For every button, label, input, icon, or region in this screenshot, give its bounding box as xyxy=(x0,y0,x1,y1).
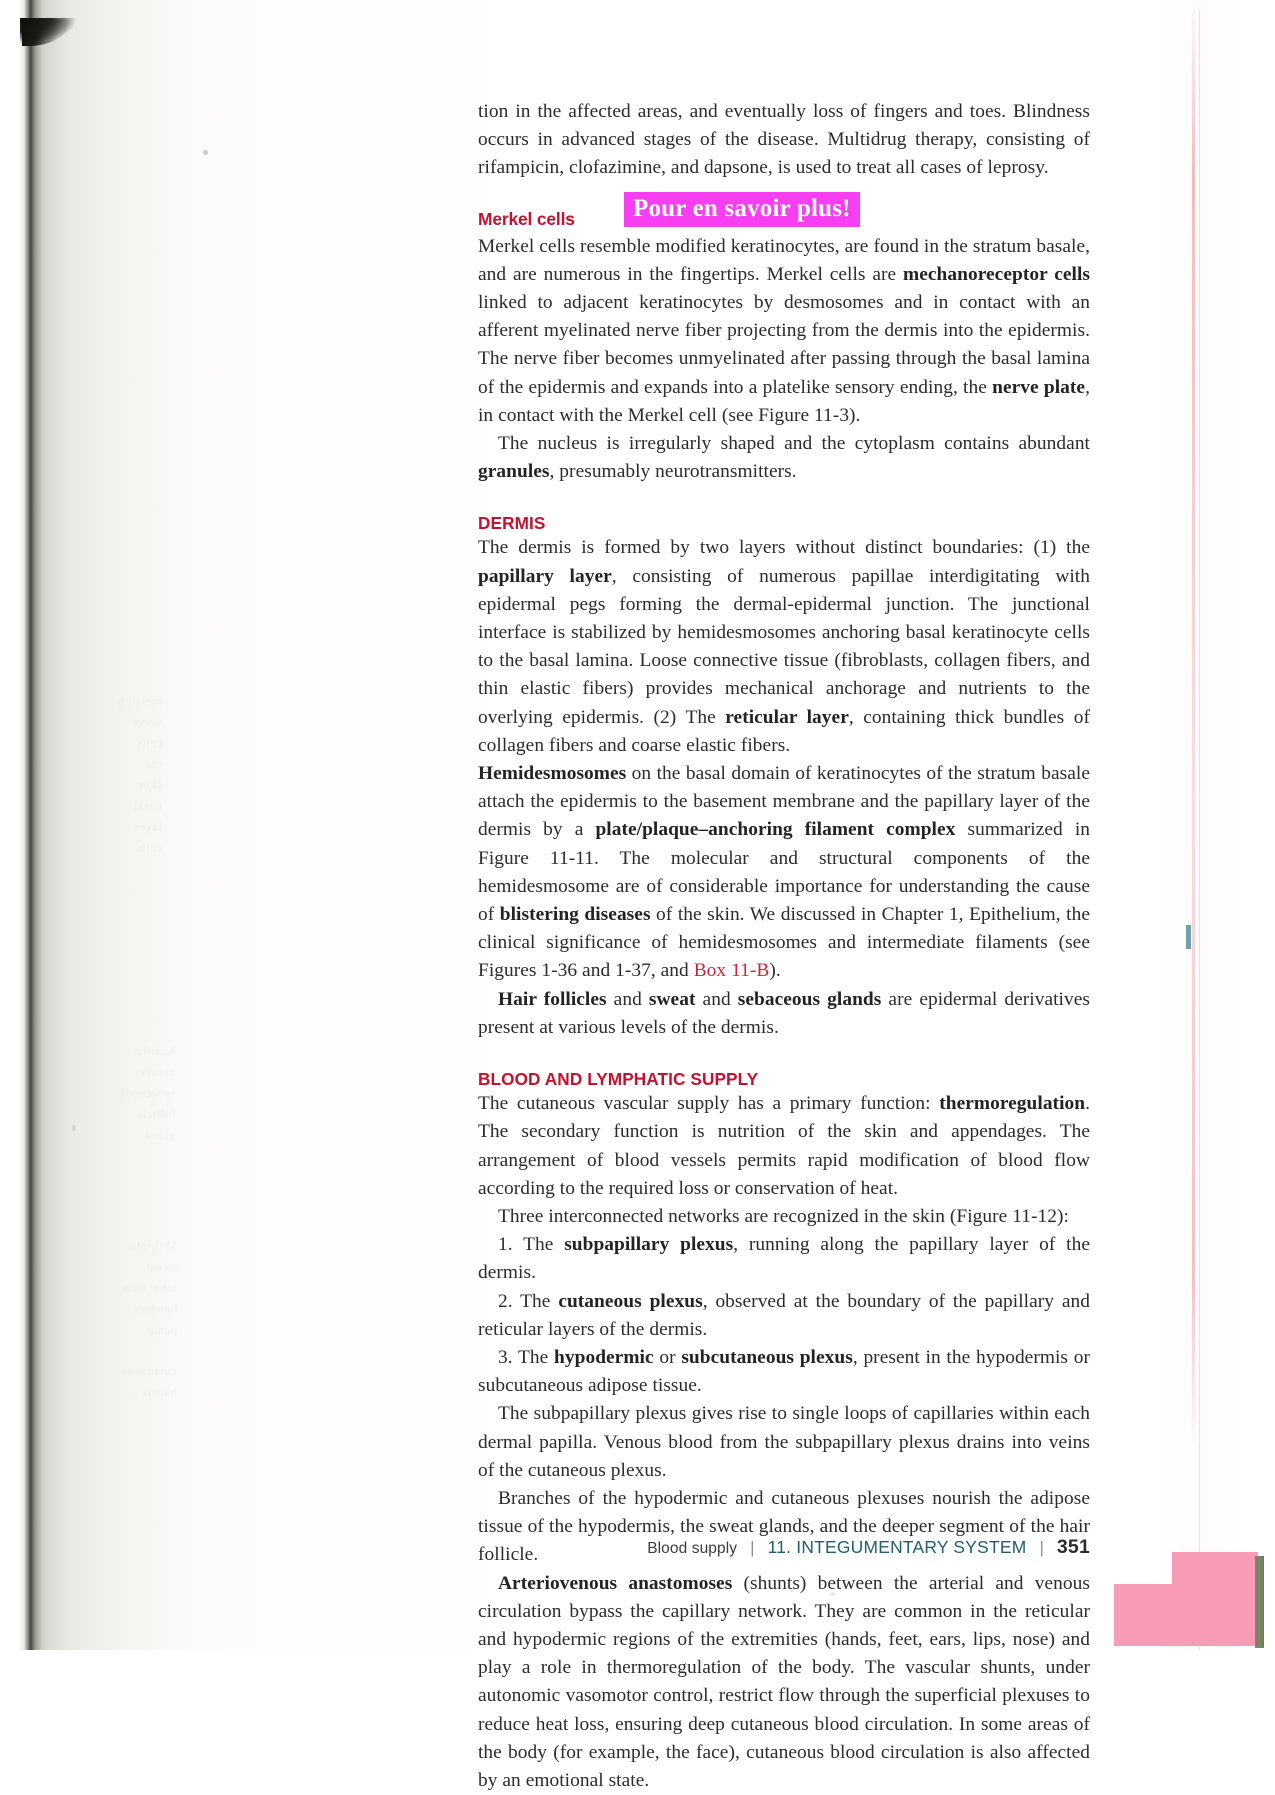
sticky-note-tab-lower xyxy=(1114,1584,1258,1646)
footer-separator: | xyxy=(1039,1538,1044,1557)
plexus-list-item-1 xyxy=(478,1231,1090,1287)
merkel-paragraph-1 xyxy=(478,233,1090,430)
text-run: or xyxy=(653,1346,682,1368)
footer-running-head: Blood supply xyxy=(647,1540,738,1557)
bold-term-papillary-layer: papillary layer xyxy=(478,565,612,587)
scan-speck xyxy=(72,1125,76,1131)
section-heading-dermis: DERMIS xyxy=(478,513,546,534)
dermis-paragraph-1 xyxy=(478,534,1090,760)
bold-term-cutaneous-plexus: cutaneous plexus xyxy=(558,1290,703,1312)
highlighted-annotation: Pour en savoir plus! xyxy=(624,192,860,227)
book-edge-strip xyxy=(1255,1556,1264,1648)
merkel-paragraph-2 xyxy=(478,430,1090,486)
bold-term-hair-follicles: Hair follicles xyxy=(498,988,607,1010)
scan-edge-line xyxy=(1199,10,1200,1650)
page-curvature-highlight xyxy=(150,0,450,1650)
cross-reference-box-11-b: Box 11-B xyxy=(693,960,770,982)
blood-supply-paragraph-3 xyxy=(478,1400,1090,1485)
bold-term-arteriovenous-anastomoses: Arteriovenous anastomoses xyxy=(498,1572,733,1594)
bold-term-sweat: sweat xyxy=(648,988,696,1010)
section-heading-merkel-cells: Merkel cells xyxy=(478,208,575,229)
continued-paragraph-text: tion in the affected areas, and eventually loss of fingers and toes. Blindness occurs in advanced stages of the disease. Multidrug therapy, consisting of rifampicin, clofazimine, and dapsone, is used to treat all cases of leprosy. xyxy=(478,101,1090,179)
bleed-through-text xyxy=(120,1040,175,1145)
text-run: The nucleus is irregularly shaped and the cytoplasm contains abundant xyxy=(498,433,1090,455)
bold-term-reticular-layer: reticular layer xyxy=(725,706,849,728)
bold-term-granules: granules xyxy=(478,461,550,483)
sticky-note-tab-upper xyxy=(1172,1552,1258,1588)
bleed-through-text xyxy=(122,1235,177,1340)
dermis-paragraph-3 xyxy=(478,986,1090,1042)
bleed-through-text xyxy=(122,1360,177,1402)
text-run: , in contact with the Merkel cell (see Figure 11-3). xyxy=(478,376,1090,426)
text-run: on the basal domain of keratinocytes of the stratum basale attach the epidermis to the basement membrane and the papillary layer of the dermis by a xyxy=(478,763,1090,841)
text-run: summarized in Figure 11-11. The molecular and structural components of the hemidesmosome are of considerable importance for understanding the cause of xyxy=(478,819,1091,926)
plexus-list-item-2 xyxy=(478,1288,1090,1344)
section-heading-blood-and-lymphatic-supply: BLOOD AND LYMPHATIC SUPPLY xyxy=(478,1069,759,1090)
blood-supply-paragraph-5 xyxy=(478,1570,1090,1795)
text-run: , present in the hypodermis or subcutaneous adipose tissue. xyxy=(478,1346,1090,1397)
footer-separator: | xyxy=(750,1538,755,1557)
blood-supply-paragraph-1 xyxy=(478,1090,1090,1203)
continued-paragraph xyxy=(478,98,1090,183)
blood-supply-paragraph-2 xyxy=(478,1203,1090,1231)
bold-term-sebaceous-glands: sebaceous glands xyxy=(737,988,882,1010)
bold-term-thermoregulation: thermoregulation xyxy=(939,1093,1086,1115)
text-run: linked to adjacent keratinocytes by desmosomes and in contact with an afferent myelinated nerve fiber projecting from the dermis into the epidermis. The nerve fiber becomes unmyelinated after passing through the basal lamina of the epidermis and expands into a platelike sensory ending, the xyxy=(478,292,1090,398)
text-run: The cutaneous vascular supply has a primary function: xyxy=(478,1093,940,1115)
text-run: and xyxy=(695,988,738,1010)
text-run: , containing thick bundles of collagen fibers and coarse elastic fibers. xyxy=(478,706,1090,756)
text-run: (shunts) between the arterial and venous circulation bypass the capillary network. They are common in the reticular and hypodermic regions of the extremities (hands, feet, ears, lips, nose) and play a role in thermoregulation of the body. The vascular shunts, under autonomic vasomotor control, restrict flow through the superficial plexuses to reduce heat loss, ensuring deep cutaneous blood circulation. In some areas of the body (for example, the face), cutaneous blood circulation is also affected by an emotional state. xyxy=(478,1572,1091,1791)
bold-term-hypodermic: hypodermic xyxy=(554,1346,654,1368)
plexus-list-item-3 xyxy=(478,1344,1090,1400)
bleed-through-text xyxy=(118,690,162,858)
text-run: The subpapillary plexus gives rise to single loops of capillaries within each dermal papilla. Venous blood from the subpapillary plexus drains into veins of the cutaneous plexus. xyxy=(478,1403,1090,1481)
page-footer xyxy=(0,1536,1090,1559)
text-run: Merkel cells resemble modified keratinocytes, are found in the stratum basale, and are numerous in the fingertips. Merkel cells are xyxy=(478,235,1090,285)
dermis-paragraph-2 xyxy=(478,760,1090,986)
scan-edge-artifact xyxy=(1192,0,1195,1450)
page-number: 351 xyxy=(1056,1536,1090,1558)
scan-edge-mark xyxy=(1186,925,1191,949)
footer-chapter-title: 11. INTEGUMENTARY SYSTEM xyxy=(767,1537,1027,1557)
text-run: The dermis is formed by two layers without distinct boundaries: (1) the xyxy=(478,537,1090,559)
text-run: 3. The xyxy=(498,1346,555,1368)
scan-speck xyxy=(203,150,208,155)
text-run: , presumably neurotransmitters. xyxy=(549,461,797,483)
text-run: , consisting of numerous papillae interdigitating with epidermal pegs forming the dermal-epidermal junction. The junctional interface is stabilized by hemidesmosomes anchoring basal keratinocyte cells to the basal lamina. Loose connective tissue (fibroblasts, collagen fibers, and thin elastic fibers) provides mechanical anchorage and nutrients to the overlying epidermis. (2) The xyxy=(478,565,1090,728)
text-run: 2. The xyxy=(498,1290,559,1312)
bold-term-subcutaneous-plexus: subcutaneous plexus xyxy=(681,1346,853,1368)
text-run: . The secondary function is nutrition of the skin and appendages. The arrangement of blood vessels permits rapid modification of blood flow according to the required loss or conservation of heat. xyxy=(478,1093,1090,1199)
text-run: Branches of the hypodermic and cutaneous plexuses nourish the adipose tissue of the hypodermis, the sweat glands, and the deeper segment of the hair follicle. xyxy=(478,1487,1090,1566)
bold-term-mechanoreceptor-cells: mechanoreceptor cells xyxy=(903,263,1090,285)
bold-term-blistering-diseases: blistering diseases xyxy=(499,904,651,926)
text-run: are epidermal derivatives present at various levels of the dermis. xyxy=(478,988,1090,1038)
text-run: , observed at the boundary of the papillary and reticular layers of the dermis. xyxy=(478,1290,1090,1340)
bold-term-plate-plaque-complex: plate/plaque–anchoring filament complex xyxy=(595,819,956,841)
text-run: , running along the papillary layer of the dermis. xyxy=(478,1234,1091,1284)
bold-term-subpapillary-plexus: subpapillary plexus xyxy=(564,1234,734,1256)
merkel-heading-row xyxy=(478,194,1090,233)
text-run: 1. The xyxy=(498,1234,565,1256)
text-run: and xyxy=(606,988,649,1010)
text-run: Three interconnected networks are recognized in the skin (Figure 11-12): xyxy=(498,1205,1069,1227)
bold-term-nerve-plate: nerve plate xyxy=(992,376,1086,398)
text-run: of the skin. We discussed in Chapter 1, Epithelium, the clinical significance of hemidesmosomes and intermediate filaments (see Figures 1-36 and 1-37, and xyxy=(478,904,1090,982)
text-run: ). xyxy=(769,960,781,982)
bold-term-hemidesmosomes: Hemidesmosomes xyxy=(478,763,627,785)
